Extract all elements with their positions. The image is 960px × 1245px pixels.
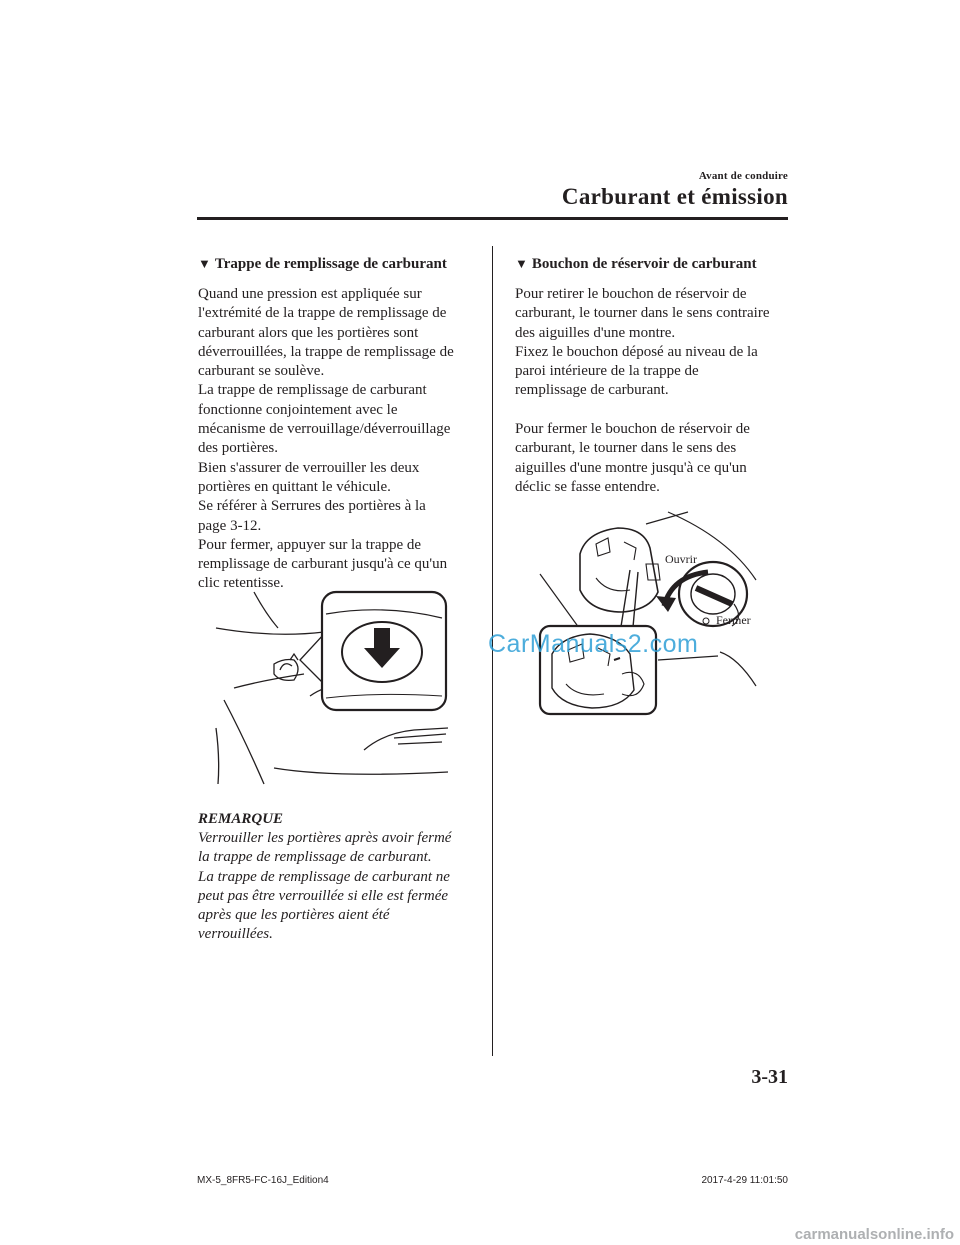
fuel-door-body: Quand une pression est appliquée sur l'extrémité de la trappe de remplissage de carburant alors que les portières sont déverrouillées, la trappe de remplissage de carburant se soulève. La trappe de remplissage de carburant fonctionne conjointement avec le mécanisme de verrouillage/déverrouillage des portières. Bien s'assurer de verrouiller les deux portières en quittant le véhicule. Se référer à Serrures des portières à la page 3-12. Pour fermer, appuyer sur la trappe de remplissage de carburant jusqu'à ce qu'un clic retentisse.: [198, 286, 454, 592]
page-title: Carburant et émission: [561, 184, 788, 209]
fuel-door-heading: [198, 254, 447, 274]
open-label: Ouvrir: [665, 552, 697, 566]
header-divider: [197, 217, 788, 220]
note-text: Verrouiller les portières après avoir fermé la trappe de remplissage de carburant. La trappe de remplissage de carburant ne peut pas être verrouillée si elle est fermée après que les portières aient été verrouillées.: [198, 830, 452, 943]
note-title: REMARQUE: [198, 811, 284, 827]
site-watermark: carmanualsonline.info: [794, 1226, 954, 1243]
triangle-marker-icon: ▼: [198, 256, 211, 271]
fuel-cap-heading-text: Bouchon de réservoir de carburant: [531, 256, 757, 272]
fuel-door-illustration: [214, 588, 448, 788]
carmanuals-watermark: CarManuals2.com: [488, 630, 699, 658]
section-label: Avant de conduire: [698, 170, 788, 182]
page-number: 3-31: [751, 1066, 788, 1088]
footer-timestamp: 2017-4-29 11:01:50: [701, 1175, 788, 1186]
fuel-cap-heading: [515, 254, 757, 274]
fuel-cap-body: Pour retirer le bouchon de réservoir de carburant, le tourner dans le sens contraire des aiguilles d'une montre. Fixez le bouchon déposé au niveau de la paroi intérieure de la trappe de remplissage de carburant. Pour fermer le bouchon de réservoir de carburant, le tourner dans le sens des aiguilles d'une montre jusqu'à ce qu'un déclic se fasse entendre.: [515, 286, 770, 495]
fuel-door-heading-text: Trappe de remplissage de carburant: [214, 256, 447, 272]
footer-edition: MX-5_8FR5-FC-16J_Edition4: [197, 1175, 329, 1186]
fuel-cap-illustration: [538, 508, 760, 716]
close-label: Fermer: [716, 613, 751, 627]
triangle-marker-icon: ▼: [515, 256, 528, 271]
